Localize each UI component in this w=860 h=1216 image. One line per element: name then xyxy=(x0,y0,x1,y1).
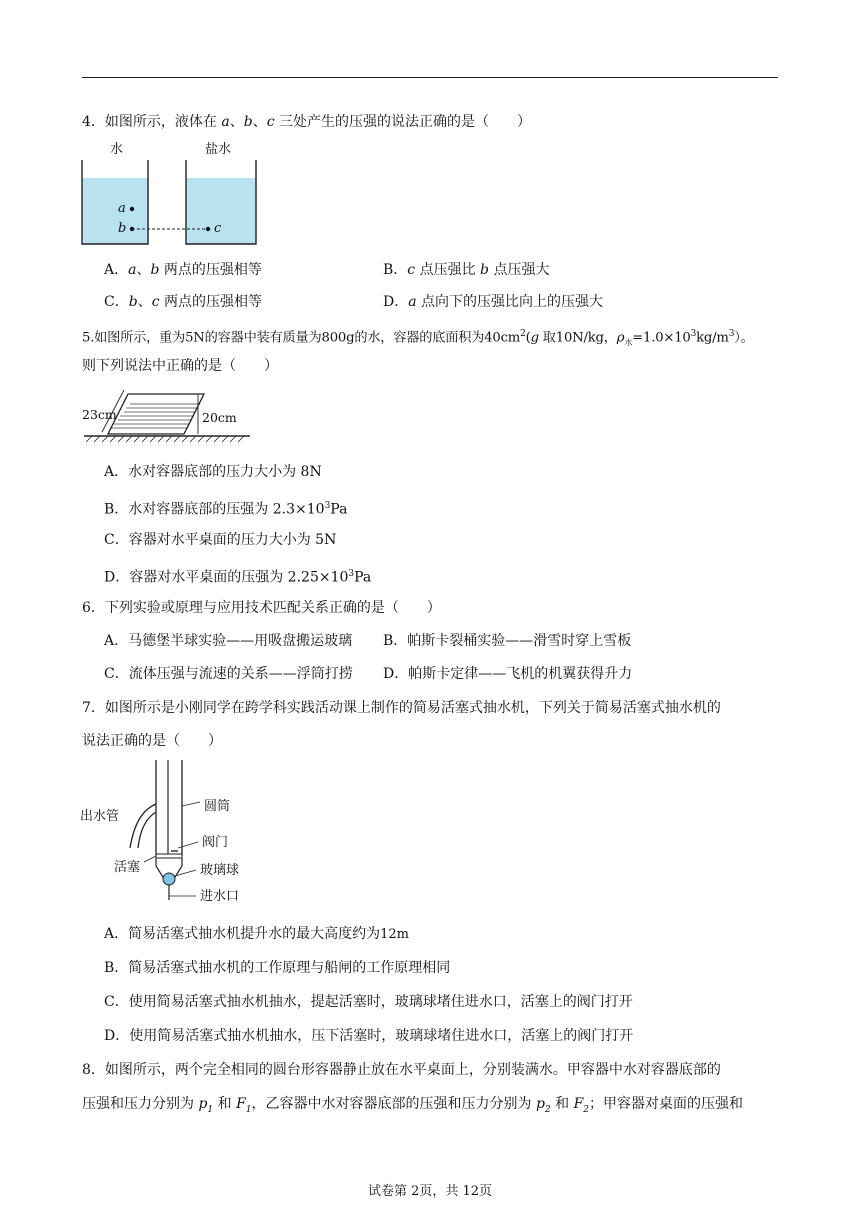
q4-option-b[interactable]: B．c 点压强比 b 点压强大 xyxy=(383,262,550,278)
q4-stem: 4．如图所示，液体在 a、b、c 三处产生的压强的说法正确的是（ ） xyxy=(82,114,531,130)
q7-option-a[interactable]: A．简易活塞式抽水机提升水的最大高度约为12m xyxy=(104,926,409,942)
q4-option-c[interactable]: C．b、c 两点的压强相等 xyxy=(104,294,262,310)
q7-option-b[interactable]: B．简易活塞式抽水机的工作原理与船闸的工作原理相同 xyxy=(104,960,451,976)
q4-fig-label-water: 水 xyxy=(110,142,124,157)
q7-option-c[interactable]: C．使用简易活塞式抽水机抽水，提起活塞时，玻璃球堵住进水口，活塞上的阀门打开 xyxy=(104,994,633,1010)
q6-option-d[interactable]: D．帕斯卡定律——飞机的机翼获得升力 xyxy=(383,666,633,682)
q7-label-valve: 阀门 xyxy=(202,835,229,850)
q4-figure xyxy=(80,138,265,250)
q5-water xyxy=(106,400,204,430)
q5-ground-hatch xyxy=(86,436,244,442)
q5-length-label: 23cm xyxy=(82,407,117,422)
q4-point-c-label: c xyxy=(214,221,222,236)
q4-point-c xyxy=(206,227,210,231)
q6-option-c[interactable]: C．流体压强与流速的关系——浮筒打捞 xyxy=(104,666,353,682)
q8-stem-line2: 压强和压力分别为 $p_1$ 和 $F_1$，乙容器中水对容器底部的压强和压力分别为 $p_2$ 和 $F_2$；甲容器对桌面的压强和 xyxy=(82,1096,744,1115)
q4-point-b-label: b xyxy=(118,221,127,236)
q7-glass-ball xyxy=(163,873,175,885)
page-footer: 试卷第 2页，共 12页 xyxy=(367,1184,493,1199)
q5-height-label: 20cm xyxy=(202,410,237,425)
q5-water-hatch xyxy=(110,404,200,428)
q4-fig-label-saltwater: 盐水 xyxy=(205,142,232,157)
q7-label-inlet: 进水口 xyxy=(200,889,240,904)
q5-figure xyxy=(80,386,265,452)
q6-option-a[interactable]: A．马德堡半球实验——用吸盘搬运玻璃 xyxy=(104,633,353,649)
q8-stem-line1: 8．如图所示，两个完全相同的圆台形容器静止放在水平桌面上，分别装满水。甲容器中水对容器底部的 xyxy=(82,1062,721,1078)
q5-stem-line1: 5.如图所示，重为5N的容器中装有质量为800g的水，容器的底面积为$40cm^2(g$ 取10N/kg，$\rho_水=1.0\times 10^3kg/m^3$）。 xyxy=(82,329,754,348)
q6-option-b[interactable]: B．帕斯卡裂桶实验——滑雪时穿上雪板 xyxy=(383,633,632,649)
q7-label-ball: 玻璃球 xyxy=(200,863,240,878)
q4-option-d[interactable]: D．a 点向下的压强比向上的压强大 xyxy=(383,294,604,310)
q7-label-outlet: 出水管 xyxy=(80,809,120,824)
header-rule xyxy=(82,77,778,78)
q7-figure xyxy=(78,758,278,908)
q7-outlet-pipe xyxy=(130,804,156,848)
q4-point-a xyxy=(130,207,134,211)
q5-option-c[interactable]: C．容器对水平桌面的压力大小为 5N xyxy=(104,532,337,548)
q5-option-d[interactable]: D．容器对水平桌面的压强为 $2.25\times 10^3Pa$ xyxy=(104,569,372,586)
q7-piston xyxy=(156,854,182,858)
q5-option-a[interactable]: A．水对容器底部的压力大小为 8N xyxy=(104,464,322,480)
q7-option-d[interactable]: D．使用简易活塞式抽水机抽水，压下活塞时，玻璃球堵住进水口，活塞上的阀门打开 xyxy=(104,1028,634,1044)
q7-label-piston: 活塞 xyxy=(114,860,141,875)
q5-stem-line2: 则下列说法中正确的是（ ） xyxy=(82,358,278,374)
q4-water-left xyxy=(82,178,148,244)
q4-option-a[interactable]: A．a、b 两点的压强相等 xyxy=(104,262,262,278)
q7-stem-line2: 说法正确的是（ ） xyxy=(82,733,222,749)
q7-stem-line1: 7．如图所示是小刚同学在跨学科实践活动课上制作的简易活塞式抽水机，下列关于简易活塞式抽水机的 xyxy=(82,700,721,716)
q7-label-cylinder: 圆筒 xyxy=(204,799,231,814)
q5-option-b[interactable]: B．水对容器底部的压强为 $2.3\times 10^3Pa$ xyxy=(104,501,348,518)
q4-point-a-label: a xyxy=(118,201,126,216)
q6-stem: 6．下列实验或原理与应用技术匹配关系正确的是（ ） xyxy=(82,600,441,616)
